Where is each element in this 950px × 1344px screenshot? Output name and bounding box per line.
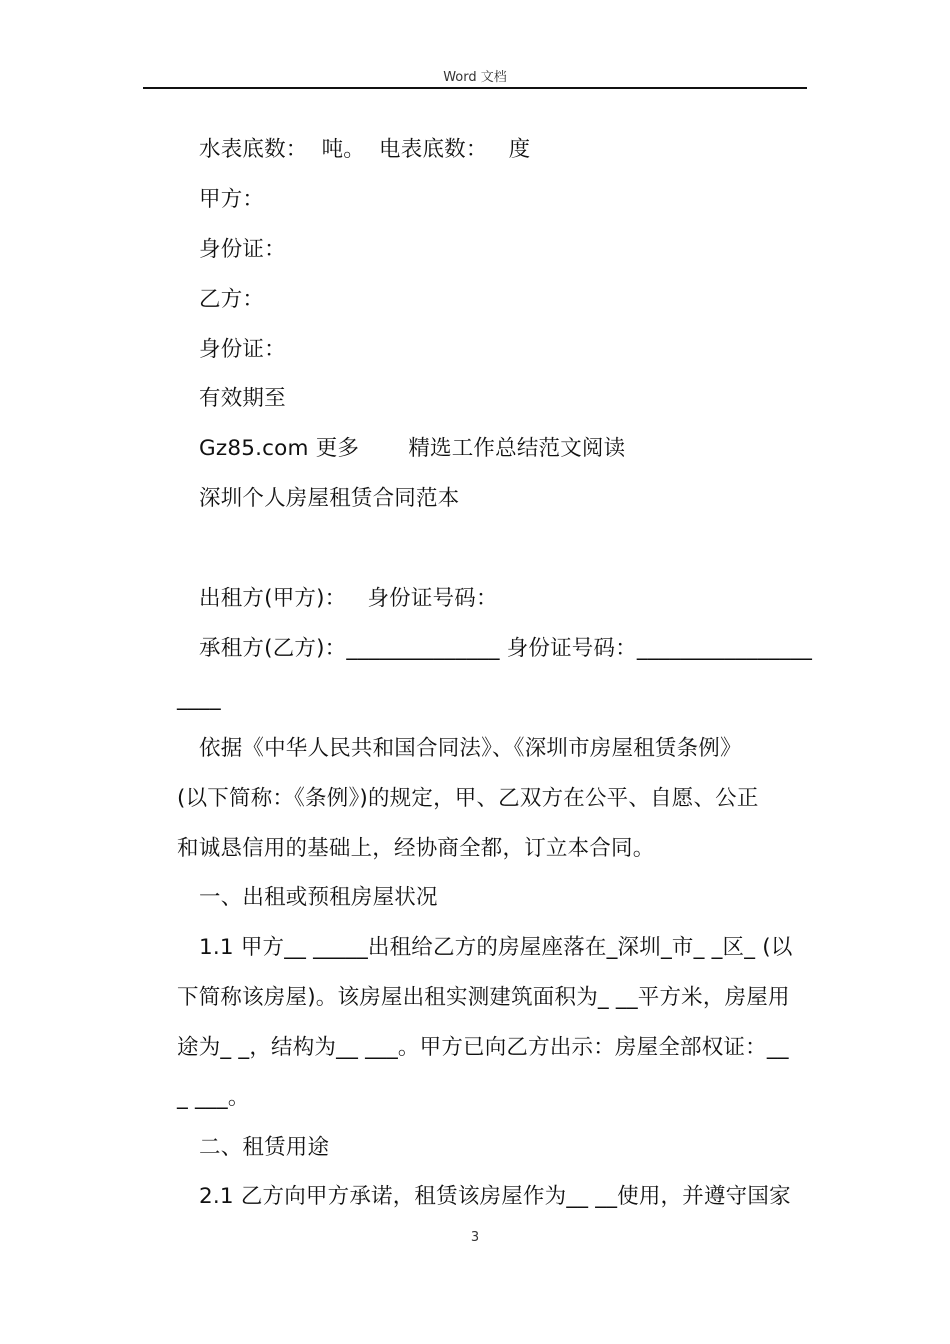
site-promo-line: Gz85.com 更多 精选工作总结范文阅读: [199, 436, 626, 461]
clause-1-1-line-4: _ ___。: [177, 1085, 250, 1110]
paragraph-basis-line-2: (以下简称：《条例》)的规定，甲、乙双方在公平、自愿、公正: [177, 786, 759, 811]
clause-1-1-line-2: 下简称该房屋)。该房屋出租实测建筑面积为_ __平方米，房屋用: [177, 985, 790, 1010]
section-1-heading: 一、出租或预租房屋状况: [199, 885, 438, 910]
party-b-id-label: 身份证：: [199, 337, 286, 362]
party-a-id-label: 身份证：: [199, 237, 286, 262]
party-a-label: 甲方：: [199, 187, 265, 212]
party-b-label: 乙方：: [199, 287, 265, 312]
lessee-line-continued: ____: [177, 686, 221, 711]
lessee-line: 承租方(乙方)：______________ 身份证号码：________________: [199, 636, 813, 661]
lessor-line: 出租方(甲方)： 身份证号码：: [199, 586, 498, 611]
section-2-heading: 二、租赁用途: [199, 1135, 330, 1160]
paragraph-basis-line-1: 依据《中华人民共和国合同法》、《深圳市房屋租赁条例》: [199, 736, 742, 761]
contract-title: 深圳个人房屋租赁合同范本: [199, 486, 460, 511]
paragraph-basis-line-3: 和诚恳信用的基础上，经协商全都，订立本合同。: [177, 836, 655, 861]
header-rule: [143, 87, 807, 89]
meter-readings-line: 水表底数： 吨。 电表底数： 度: [199, 137, 531, 162]
valid-until-label: 有效期至: [199, 386, 286, 411]
page-header-title: Word 文档: [443, 70, 507, 85]
page-number: 3: [470, 1230, 480, 1245]
clause-2-1-line-1: 2.1 乙方向甲方承诺，租赁该房屋作为__ __使用，并遵守国家: [199, 1184, 791, 1209]
clause-1-1-line-1: 1.1 甲方__ _____出租给乙方的房屋座落在_深圳_市_ _区_ (以: [199, 935, 793, 960]
clause-1-1-line-3: 途为_ _，结构为__ ___。甲方已向乙方出示：房屋全部权证：__: [177, 1035, 789, 1060]
